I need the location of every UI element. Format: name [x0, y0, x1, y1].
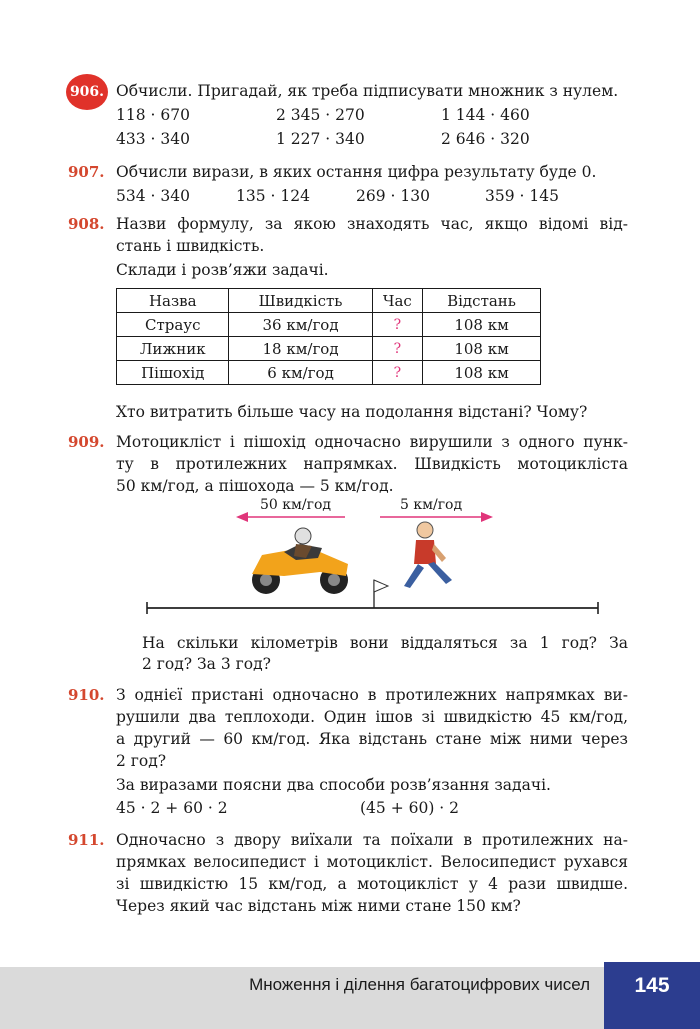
exercise-908-number: 908. — [68, 215, 105, 233]
exercise-906-text: Обчисли. Пригадай, як треба підписувати множник з нулем. — [116, 82, 619, 100]
table-cell: Пішохід — [117, 361, 229, 385]
left-arrow-icon — [236, 512, 345, 522]
exercise-906-item: 1 227 · 340 — [276, 130, 365, 148]
exercise-911-line: Одночасно з двору виїхали та поїхали в протилежних на- — [116, 831, 628, 849]
exercise-907-text: Обчисли вирази, в яких остання цифра результату буде 0. — [116, 163, 597, 181]
exercise-908-line: Склади і розв’яжи задачі. — [116, 261, 329, 279]
exercise-906-item: 2 345 · 270 — [276, 106, 365, 124]
exercise-910-line: 2 год? — [116, 752, 167, 770]
exercise-909-question: 2 год? За 3 год? — [142, 655, 271, 673]
exercise-910-line: а другий — 60 км/год. Яка відстань стане між ними через — [116, 730, 628, 748]
motorcycle-icon — [252, 528, 348, 594]
walker-icon — [404, 522, 452, 588]
exercise-907-item: 534 · 340 — [116, 187, 190, 205]
walker-speed-label: 5 км/год — [400, 497, 463, 513]
table-cell: 6 км/год — [229, 361, 372, 385]
exercise-909-line: ту в протилежних напрямках. Швидкість мотоцикліста — [116, 455, 628, 473]
table-cell-unknown: ? — [372, 337, 423, 361]
table-cell: 108 км — [423, 337, 541, 361]
exercise-906-item: 2 646 · 320 — [441, 130, 530, 148]
right-arrow-icon — [380, 512, 493, 522]
table-row — [117, 361, 541, 385]
table-cell: Страус — [117, 313, 229, 337]
table-row — [117, 313, 541, 337]
table-header: Відстань — [423, 289, 541, 313]
exercise-909-question: На скільки кілометрів вони віддаляться за 1 год? За — [142, 634, 628, 652]
table-header: Назва — [117, 289, 229, 313]
exercise-906-item: 118 · 670 — [116, 106, 190, 124]
exercise-906-item: 433 · 340 — [116, 130, 190, 148]
exercise-910-expression: 45 · 2 + 60 · 2 — [116, 799, 228, 817]
exercise-910-expression: (45 + 60) · 2 — [360, 799, 460, 817]
table-header-row — [117, 289, 541, 313]
table-cell-unknown: ? — [372, 361, 423, 385]
page-number: 145 — [604, 962, 700, 1029]
exercise-908-line: стань і швидкість. — [116, 237, 265, 255]
exercise-907-number: 907. — [68, 163, 105, 181]
exercise-907-item: 135 · 124 — [236, 187, 310, 205]
exercise-907-item: 269 · 130 — [356, 187, 430, 205]
start-flag-icon — [374, 580, 388, 608]
exercise-911-line: прямках велосипедист і мотоцикліст. Велосипедист рухався — [116, 853, 628, 871]
table-cell: 18 км/год — [229, 337, 372, 361]
table-cell-unknown: ? — [372, 313, 423, 337]
exercise-906-item: 1 144 · 460 — [441, 106, 530, 124]
exercise-911-line: зі швидкістю 15 км/год, а мотоцикліст у 4 рази швидше. — [116, 875, 628, 893]
speed-table — [116, 288, 541, 385]
table-cell: 108 км — [423, 361, 541, 385]
exercise-909-line: 50 км/год, а пішохода — 5 км/год. — [116, 477, 394, 495]
table-header: Швидкість — [229, 289, 372, 313]
table-cell: Лижник — [117, 337, 229, 361]
chapter-title: Множення і ділення багатоцифрових чисел — [249, 975, 590, 994]
moto-speed-label: 50 км/год — [260, 497, 332, 513]
exercise-908-question: Хто витратить більше часу на подолання відстані? Чому? — [116, 403, 588, 421]
exercise-907-item: 359 · 145 — [485, 187, 559, 205]
exercise-909-line: Мотоцикліст і пішохід одночасно вирушили з одного пунк- — [116, 433, 628, 451]
table-row — [117, 337, 541, 361]
exercise-910-line: рушили два теплоходи. Один ішов зі швидкістю 45 км/год, — [116, 708, 628, 726]
exercise-911-line: Через який час відстань між ними стане 150 км? — [116, 897, 521, 915]
exercise-906-badge: 906. — [66, 74, 108, 110]
distance-line — [147, 602, 598, 614]
table-cell: 108 км — [423, 313, 541, 337]
motion-illustration — [0, 500, 700, 625]
exercise-909-number: 909. — [68, 433, 105, 451]
table-cell: 36 км/год — [229, 313, 372, 337]
exercise-910-line: З однієї пристані одночасно в протилежних напрямках ви- — [116, 686, 628, 704]
table-header: Час — [372, 289, 423, 313]
exercise-908-line: Назви формулу, за якою знаходять час, якщо відомі від- — [116, 215, 628, 233]
exercise-910-number: 910. — [68, 686, 105, 704]
footer-bar — [0, 967, 604, 1029]
exercise-911-number: 911. — [68, 831, 105, 849]
exercise-910-line: За виразами поясни два способи розв’язання задачі. — [116, 776, 551, 794]
